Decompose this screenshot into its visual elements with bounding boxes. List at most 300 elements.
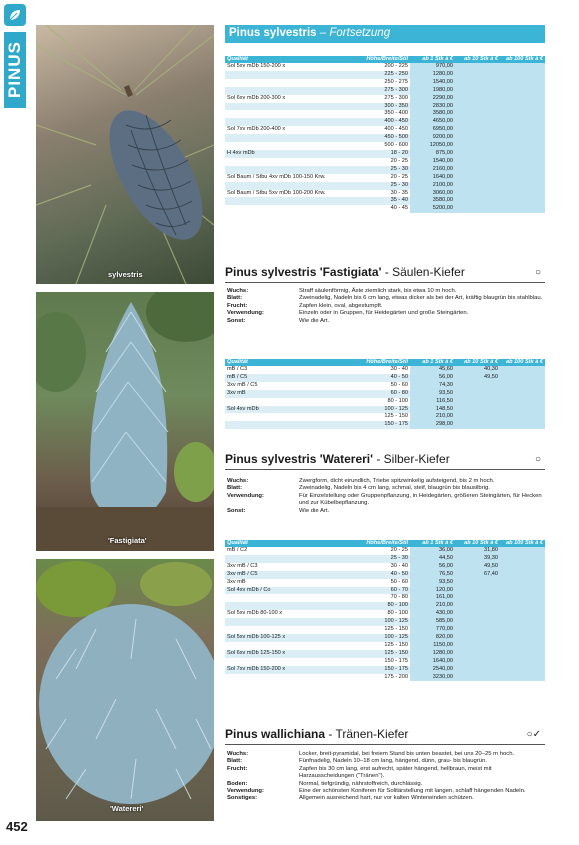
price-table-watereri xyxy=(225,540,545,681)
table-row xyxy=(225,174,545,182)
table-cell xyxy=(500,547,545,555)
table-cell: 500 - 600 xyxy=(384,142,408,149)
table-cell xyxy=(225,103,355,111)
table-cell xyxy=(500,366,545,374)
detail-text: Locker, breit-pyramidal, bei freiem Stand bis unten beastet, bei uns 20–25 m hoch. xyxy=(299,751,515,757)
table-cell xyxy=(225,642,355,650)
product-details-watereri xyxy=(227,478,545,515)
table-cell: 1540,00 xyxy=(410,79,455,87)
table-cell: Sol 6xv mDb 200-300 x xyxy=(227,94,286,101)
table-cell: 40 - 45 xyxy=(390,205,408,212)
table-row xyxy=(225,610,545,618)
table-cell: 50 - 60 xyxy=(390,578,408,585)
table-cell: 3xv mB xyxy=(225,390,355,398)
table-cell: 6950,00 xyxy=(410,126,455,134)
table-cell: Sol 5xv mDb 100-125 x xyxy=(225,634,355,642)
table-cell xyxy=(455,642,500,650)
table-cell xyxy=(500,390,545,398)
table-cell xyxy=(225,166,355,174)
detail-text: Straff säulenförmig, Äste ziemlich stark, bis etwa 10 m hoch. xyxy=(299,288,457,294)
table-cell xyxy=(455,110,500,118)
table-cell: 3xv mB / C3 xyxy=(227,562,258,569)
table-cell: 1540,00 xyxy=(410,158,455,166)
table-cell xyxy=(500,79,545,87)
table-cell xyxy=(500,571,545,579)
product-details-wallichiana xyxy=(227,751,545,803)
table-cell xyxy=(455,126,500,134)
detail-row xyxy=(227,493,545,508)
table-row xyxy=(225,126,545,134)
table-cell: 585,00 xyxy=(410,618,455,626)
table-cell: 1280,00 xyxy=(410,71,455,79)
price-table-sylvestris-wrap xyxy=(225,56,545,213)
table-cell xyxy=(225,618,355,626)
column-header: ab 100 Stk à € xyxy=(500,56,545,63)
table-cell xyxy=(500,95,545,103)
table-cell xyxy=(455,421,500,429)
table-cell xyxy=(455,103,500,111)
table-row xyxy=(225,182,545,190)
table-cell: H 4xv mDb xyxy=(225,150,355,158)
detail-row xyxy=(227,288,545,295)
detail-row xyxy=(227,318,545,325)
table-cell: Sol 4xv mDb xyxy=(225,406,355,414)
table-row xyxy=(225,634,545,642)
table-cell: 50 - 60 xyxy=(390,381,408,388)
section-title: Pinus sylvestris xyxy=(229,27,317,39)
table-cell: 2100,00 xyxy=(410,182,455,190)
table-cell: 3580,00 xyxy=(410,110,455,118)
table-cell: Sol 5xv mDb 80-100 x xyxy=(227,610,283,617)
table-cell: 93,50 xyxy=(410,579,455,587)
table-cell: 25 - 30 xyxy=(355,555,410,563)
table-row xyxy=(225,142,545,150)
table-cell: 210,00 xyxy=(410,602,455,610)
detail-row xyxy=(227,485,545,492)
table-cell xyxy=(225,118,355,126)
table-row xyxy=(225,87,545,95)
table-row xyxy=(225,118,545,126)
table-cell: 300 - 350 xyxy=(355,103,410,111)
table-cell xyxy=(500,610,545,618)
table-cell xyxy=(455,626,500,634)
table-cell: 100 - 125 xyxy=(355,406,410,414)
table-cell: 161,00 xyxy=(410,594,455,602)
table-cell xyxy=(500,182,545,190)
table-cell xyxy=(455,413,500,421)
table-cell: 3060,00 xyxy=(410,190,455,198)
table-cell: 3xv mB / C5 xyxy=(225,571,355,579)
table-cell: 970,00 xyxy=(410,63,455,71)
table-row xyxy=(225,421,545,429)
table-cell: 80 - 100 xyxy=(387,610,408,617)
detail-label: Wuchs: xyxy=(227,288,249,294)
product-common-name: - Säulen-Kiefer xyxy=(381,265,465,279)
table-cell: 1280,00 xyxy=(410,650,455,658)
table-row xyxy=(225,547,545,555)
table-cell: 56,00 xyxy=(410,563,455,571)
page-number: 452 xyxy=(6,819,28,834)
column-header: ab 1 Stk à € xyxy=(410,359,455,366)
table-cell: 3230,00 xyxy=(410,674,455,682)
table-row xyxy=(225,110,545,118)
table-cell xyxy=(500,658,545,666)
table-cell: 9200,00 xyxy=(410,134,455,142)
table-cell: 3580,00 xyxy=(410,197,455,205)
detail-text: Zwergform, dicht eirundlich, Triebe spitzwinkelig aufsteigend, bis 2 m hoch. xyxy=(299,478,495,484)
table-cell xyxy=(500,594,545,602)
table-cell xyxy=(225,134,355,142)
section-subtitle: – Fortsetzung xyxy=(319,27,391,39)
table-cell: 20 - 25 xyxy=(390,173,408,180)
product-common-name: - Tränen-Kiefer xyxy=(325,727,409,741)
table-row xyxy=(225,555,545,563)
table-cell xyxy=(500,134,545,142)
table-cell xyxy=(455,95,500,103)
detail-label: Frucht: xyxy=(227,765,248,772)
table-cell: 30 - 40 xyxy=(390,366,408,372)
table-cell: 100 - 125 xyxy=(355,634,410,642)
table-cell: 100 - 125 xyxy=(355,618,410,626)
table-cell: 150 - 175 xyxy=(355,421,410,429)
table-cell xyxy=(500,666,545,674)
photo-caption: 'Fastigiata' xyxy=(108,536,147,545)
table-cell: 350 - 400 xyxy=(384,110,408,117)
detail-label: Sonst: xyxy=(227,317,246,324)
detail-row xyxy=(227,295,545,302)
table-cell xyxy=(455,71,500,79)
table-cell: mB / C3 xyxy=(227,366,248,372)
table-row xyxy=(225,79,545,87)
table-row xyxy=(225,618,545,626)
table-cell: 44,50 xyxy=(410,555,455,563)
table-cell xyxy=(225,602,355,610)
table-cell xyxy=(225,79,355,87)
column-header: Höhe/Breite/Stil xyxy=(355,540,410,547)
table-cell: 150 - 175 xyxy=(384,657,408,664)
detail-row xyxy=(227,303,545,310)
table-cell xyxy=(500,150,545,158)
sidebar xyxy=(0,0,30,845)
table-cell: 250 - 275 xyxy=(384,78,408,85)
table-row xyxy=(225,626,545,634)
table-cell xyxy=(500,421,545,429)
table-cell xyxy=(455,398,500,406)
detail-text: Zweinadelig, Nadeln bis 4 cm lang, schmal, steif, blaugrün bis blausilbrig. xyxy=(299,485,490,492)
product-title-watereri xyxy=(225,452,545,466)
table-cell xyxy=(500,190,545,198)
table-cell: 20 - 25 xyxy=(390,157,408,164)
table-cell xyxy=(225,110,355,118)
table-cell xyxy=(455,594,500,602)
table-cell: 36,00 xyxy=(410,547,455,555)
table-cell: 20 - 25 xyxy=(390,547,408,553)
table-cell: 74,30 xyxy=(410,382,455,390)
detail-label: Sonstiges: xyxy=(227,795,258,802)
table-row xyxy=(225,95,545,103)
detail-text: Zapfen klein, oval, abgestumpft. xyxy=(299,302,383,309)
table-cell: 56,00 xyxy=(410,374,455,382)
table-cell: 80 - 100 xyxy=(355,602,410,610)
table-cell xyxy=(225,421,355,429)
detail-text: Eine der schönsten Koniferen für Solitärstellung mit langen, schlaff hängenden Nadeln. xyxy=(299,788,526,795)
table-cell xyxy=(225,71,355,79)
table-cell: 60 - 70 xyxy=(355,587,410,595)
table-cell: 40 - 50 xyxy=(355,374,410,382)
table-cell xyxy=(455,150,500,158)
column-header: ab 100 Stk à € xyxy=(500,359,545,366)
table-cell xyxy=(225,158,355,166)
detail-text: Wie die Art. xyxy=(299,507,330,514)
table-cell xyxy=(500,174,545,182)
table-row xyxy=(225,71,545,79)
table-cell: 1640,00 xyxy=(410,174,455,182)
table-cell xyxy=(500,398,545,406)
table-cell xyxy=(225,197,355,205)
table-cell: 125 - 150 xyxy=(355,650,410,658)
table-cell: mB / C2 xyxy=(227,547,248,553)
table-cell: 298,00 xyxy=(410,421,455,429)
table-cell: 875,00 xyxy=(410,150,455,158)
table-cell xyxy=(500,71,545,79)
divider xyxy=(225,282,545,283)
table-cell xyxy=(225,658,355,666)
table-cell xyxy=(225,142,355,150)
table-cell: 2830,00 xyxy=(410,103,455,111)
product-name: Pinus wallichiana xyxy=(225,727,326,741)
table-cell: Sol Baum / Stbu 5xv mDb 100-200 Krw. xyxy=(227,189,326,196)
table-row xyxy=(225,63,545,71)
product-title-fastigiata xyxy=(225,265,545,279)
photo-caption: sylvestris xyxy=(108,270,143,279)
table-row xyxy=(225,390,545,398)
product-title-wallichiana xyxy=(225,727,545,741)
detail-row xyxy=(227,751,545,758)
table-row xyxy=(225,398,545,406)
detail-text: Für Einzelstellung oder Gruppenpflanzung, in Heidegärten, größeren Steingärten, für Hecken und zur Kübelbepflanzung. xyxy=(299,492,542,507)
table-cell xyxy=(500,103,545,111)
table-cell xyxy=(455,406,500,414)
table-cell xyxy=(500,166,545,174)
table-row xyxy=(225,587,545,595)
table-cell: 400 - 450 xyxy=(384,126,408,133)
table-row xyxy=(225,594,545,602)
column-header: Qualität xyxy=(225,56,355,63)
detail-label: Blatt: xyxy=(227,758,243,765)
table-cell: 3xv mB / C5 xyxy=(227,381,258,388)
table-cell: 3xv mB xyxy=(227,578,246,585)
table-cell: 1640,00 xyxy=(410,658,455,666)
detail-row xyxy=(227,795,545,802)
table-cell: 25 - 30 xyxy=(355,166,410,174)
table-cell xyxy=(500,197,545,205)
table-cell: 125 - 150 xyxy=(384,641,408,648)
detail-row xyxy=(227,758,545,765)
table-cell xyxy=(455,658,500,666)
table-cell: 60 - 80 xyxy=(355,390,410,398)
table-cell: 275 - 300 xyxy=(355,87,410,95)
table-row xyxy=(225,674,545,682)
table-cell xyxy=(225,674,355,682)
table-cell xyxy=(500,555,545,563)
table-cell xyxy=(500,406,545,414)
table-cell xyxy=(500,413,545,421)
photo-caption: 'Watereri' xyxy=(110,804,144,813)
table-cell xyxy=(455,174,500,182)
table-cell xyxy=(455,602,500,610)
table-cell: 35 - 40 xyxy=(355,197,410,205)
genus-label: PINUS xyxy=(4,32,26,108)
product-common-name: - Silber-Kiefer xyxy=(373,452,450,466)
table-cell xyxy=(455,87,500,95)
price-table-watereri-wrap xyxy=(225,540,545,681)
table-cell xyxy=(225,398,355,406)
table-cell: 120,00 xyxy=(410,587,455,595)
detail-label: Sonst: xyxy=(227,507,246,514)
table-cell xyxy=(455,587,500,595)
table-cell: 49,50 xyxy=(455,374,500,382)
detail-row xyxy=(227,508,545,515)
table-cell xyxy=(500,87,545,95)
table-row xyxy=(225,205,545,213)
table-cell: 67,40 xyxy=(455,571,500,579)
table-cell xyxy=(225,555,355,563)
table-row xyxy=(225,650,545,658)
table-header-row xyxy=(225,359,545,366)
column-header: ab 10 Stk à € xyxy=(455,359,500,366)
table-cell: 93,50 xyxy=(410,390,455,398)
detail-text: Allgemein ausreichend hart, nur vor kalten Winterwinden schützen. xyxy=(299,795,474,802)
price-table-fastigiata xyxy=(225,359,545,429)
detail-label: Wuchs: xyxy=(227,751,249,757)
photo-fastigiata xyxy=(36,292,214,551)
table-cell: 770,00 xyxy=(410,626,455,634)
table-row xyxy=(225,103,545,111)
table-cell xyxy=(455,674,500,682)
table-cell: 150 - 175 xyxy=(355,666,410,674)
table-cell: Sol Baum / Stbu 4xv mDb 100-150 Krw. xyxy=(227,173,326,180)
leaf-icon xyxy=(4,4,26,26)
table-cell xyxy=(500,650,545,658)
table-cell xyxy=(455,197,500,205)
detail-text: Wie die Art. xyxy=(299,317,330,324)
detail-row xyxy=(227,478,545,485)
table-cell xyxy=(225,626,355,634)
detail-text: Normal, tiefgründig, nährstoffreich, durchlässig. xyxy=(299,780,423,787)
table-cell xyxy=(455,650,500,658)
table-cell xyxy=(500,674,545,682)
table-cell xyxy=(455,142,500,150)
table-cell: mB / C5 xyxy=(225,374,355,382)
table-cell: 275 - 300 xyxy=(384,94,408,101)
table-cell: 18 - 20 xyxy=(355,150,410,158)
table-cell xyxy=(225,182,355,190)
table-cell xyxy=(500,587,545,595)
column-header: ab 10 Stk à € xyxy=(455,540,500,547)
table-cell xyxy=(455,618,500,626)
table-row xyxy=(225,197,545,205)
table-cell: 5200,00 xyxy=(410,205,455,213)
table-row xyxy=(225,563,545,571)
detail-label: Wuchs: xyxy=(227,478,249,484)
detail-row xyxy=(227,781,545,788)
table-cell xyxy=(225,87,355,95)
product-name: Pinus sylvestris 'Watereri' xyxy=(225,452,373,466)
table-row xyxy=(225,190,545,198)
column-header: Höhe/Breite/Stil xyxy=(355,56,410,63)
table-cell xyxy=(455,134,500,142)
table-cell: 70 - 80 xyxy=(390,594,408,601)
table-cell xyxy=(455,610,500,618)
sun-symbol-icon: ○ xyxy=(534,454,541,465)
table-cell xyxy=(500,579,545,587)
table-cell: 2540,00 xyxy=(410,666,455,674)
price-table-sylvestris xyxy=(225,56,545,213)
detail-text: Einzeln oder in Gruppen, für Heidegärten und große Steingärten. xyxy=(299,310,469,317)
table-cell: 39,30 xyxy=(455,555,500,563)
table-row xyxy=(225,571,545,579)
table-cell: Sol 7xv mDb 150-200 x xyxy=(225,666,355,674)
table-cell xyxy=(225,413,355,421)
table-cell: 80 - 100 xyxy=(387,397,408,404)
table-row xyxy=(225,374,545,382)
table-cell: 4650,00 xyxy=(410,118,455,126)
table-cell xyxy=(500,63,545,71)
table-cell: Sol 5xv mDb 150-200 x xyxy=(227,63,286,69)
column-header: ab 1 Stk à € xyxy=(410,56,455,63)
photo-watereri xyxy=(36,559,214,821)
table-cell xyxy=(455,118,500,126)
detail-row xyxy=(227,788,545,795)
table-cell: Sol 7xv mDb 200-400 x xyxy=(227,126,286,133)
table-cell: 45,60 xyxy=(410,366,455,374)
table-cell: 25 - 30 xyxy=(355,182,410,190)
detail-label: Verwendung: xyxy=(227,310,264,317)
table-row xyxy=(225,602,545,610)
table-cell xyxy=(500,205,545,213)
table-cell: 49,50 xyxy=(455,563,500,571)
table-cell: 200 - 225 xyxy=(384,63,408,69)
table-row xyxy=(225,150,545,158)
detail-row xyxy=(227,310,545,317)
column-header: Höhe/Breite/Stil xyxy=(355,359,410,366)
table-row xyxy=(225,166,545,174)
table-cell xyxy=(455,666,500,674)
column-header: ab 100 Stk à € xyxy=(500,540,545,547)
detail-label: Verwendung: xyxy=(227,492,264,499)
column-header: Qualität xyxy=(225,540,355,547)
product-details-fastigiata xyxy=(227,288,545,325)
table-cell xyxy=(455,190,500,198)
table-cell xyxy=(500,110,545,118)
sun-symbol-icon: ○✓ xyxy=(526,729,541,740)
table-row xyxy=(225,406,545,414)
detail-label: Blatt: xyxy=(227,295,243,302)
detail-text: Zweinadelig, Nadeln bis 6 cm lang, etwas dicker als bei der Art, kräftig blaugrün bis stahlblau. xyxy=(299,295,543,302)
table-cell xyxy=(455,79,500,87)
table-cell: 225 - 250 xyxy=(355,71,410,79)
table-cell xyxy=(225,205,355,213)
table-row xyxy=(225,158,545,166)
product-name: Pinus sylvestris 'Fastigiata' xyxy=(225,265,382,279)
table-cell: 400 - 450 xyxy=(355,118,410,126)
table-cell xyxy=(500,126,545,134)
table-row xyxy=(225,413,545,421)
section-title-bar xyxy=(225,25,545,43)
table-cell: 116,50 xyxy=(410,398,455,406)
column-header: Qualität xyxy=(225,359,355,366)
table-cell: 210,00 xyxy=(410,413,455,421)
